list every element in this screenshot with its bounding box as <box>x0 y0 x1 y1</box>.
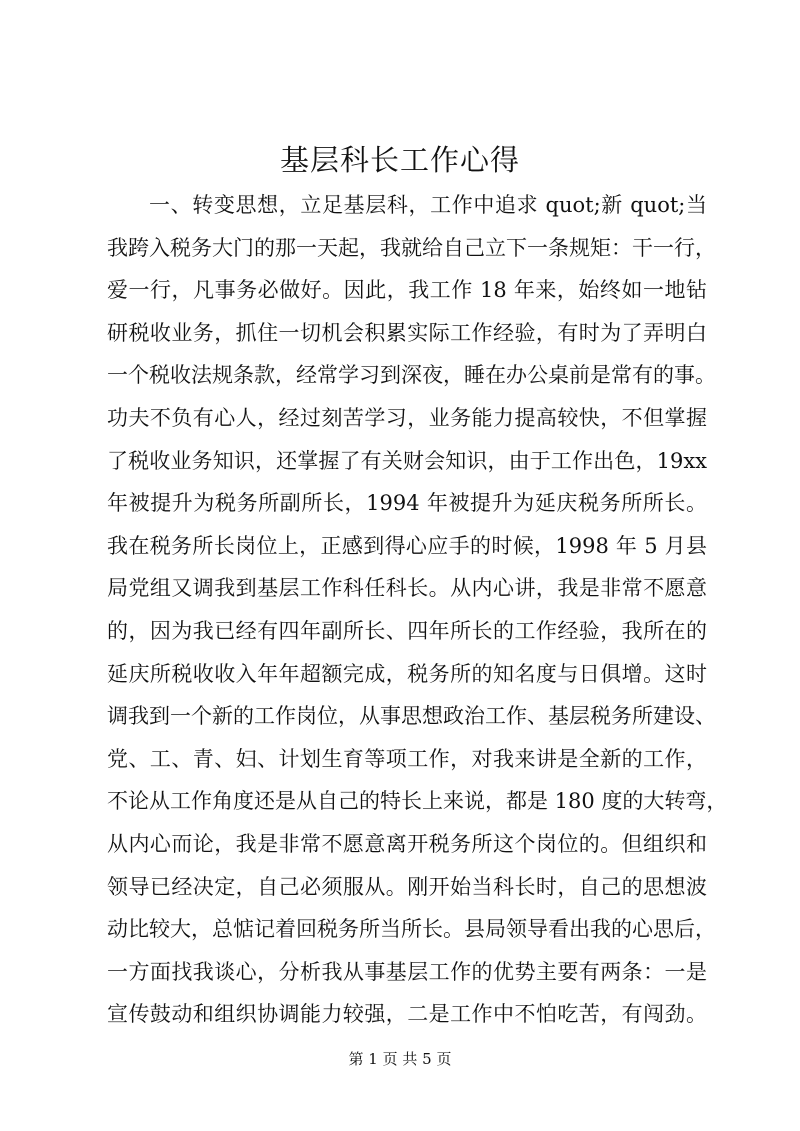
body-line: 我跨入税务大门的那一天起，我就给自己立下一条规矩：干一行， <box>107 235 716 260</box>
body-line: 宣传鼓动和组织协调能力较强，二是工作中不怕吃苦，有闯劲。 <box>107 1002 707 1027</box>
body-line: 功夫不负有心人，经过刻苦学习，业务能力提高较快，不但掌握 <box>107 405 707 430</box>
body-line: 局党组又调我到基层工作科任科长。从内心讲，我是非常不愿意 <box>107 576 707 601</box>
body-line: 研税收业务，抓住一切机会积累实际工作经验，有时为了弄明白 <box>107 320 707 345</box>
page-number-footer: 第 1 页 共 5 页 <box>348 1050 452 1068</box>
body-line: 调我到一个新的工作岗位，从事思想政治工作、基层税务所建设、 <box>107 704 716 729</box>
body-line: 动比较大，总惦记着回税务所当所长。县局领导看出我的心思后， <box>107 917 716 942</box>
body-line: 党、工、青、妇、计划生育等项工作，对我来讲是全新的工作， <box>107 746 707 771</box>
body-line: 的，因为我已经有四年副所长、四年所长的工作经验，我所在的 <box>107 618 707 643</box>
body-line: 一个税收法规条款，经常学习到深夜，睡在办公桌前是常有的事。 <box>107 363 716 388</box>
body-line: 我在税务所长岗位上，正感到得心应手的时候，1998 年 5 月县 <box>107 533 707 558</box>
body-line: 爱一行，凡事务必做好。因此，我工作 18 年来，始终如一地钻 <box>107 278 707 303</box>
body-line: 不论从工作角度还是从自己的特长上来说，都是 180 度的大转弯， <box>107 789 728 814</box>
body-line: 了税收业务知识，还掌握了有关财会知识，由于工作出色，19xx <box>107 448 707 473</box>
document-body <box>107 184 728 1036</box>
body-line: 一、转变思想，立足基层科，工作中追求 quot;新 quot;当 <box>149 193 707 217</box>
body-line: 延庆所税收收入年年超额完成，税务所的知名度与日俱增。这时 <box>107 661 707 686</box>
body-line: 领导已经决定，自己必须服从。刚开始当科长时，自己的思想波 <box>107 874 707 899</box>
body-line: 年被提升为税务所副所长，1994 年被提升为延庆税务所所长。 <box>107 491 707 516</box>
body-line: 从内心而论，我是非常不愿意离开税务所这个岗位的。但组织和 <box>107 831 707 856</box>
document-title: 基层科长工作心得 <box>279 143 520 177</box>
body-line: 一方面找我谈心，分析我从事基层工作的优势主要有两条：一是 <box>107 959 707 984</box>
